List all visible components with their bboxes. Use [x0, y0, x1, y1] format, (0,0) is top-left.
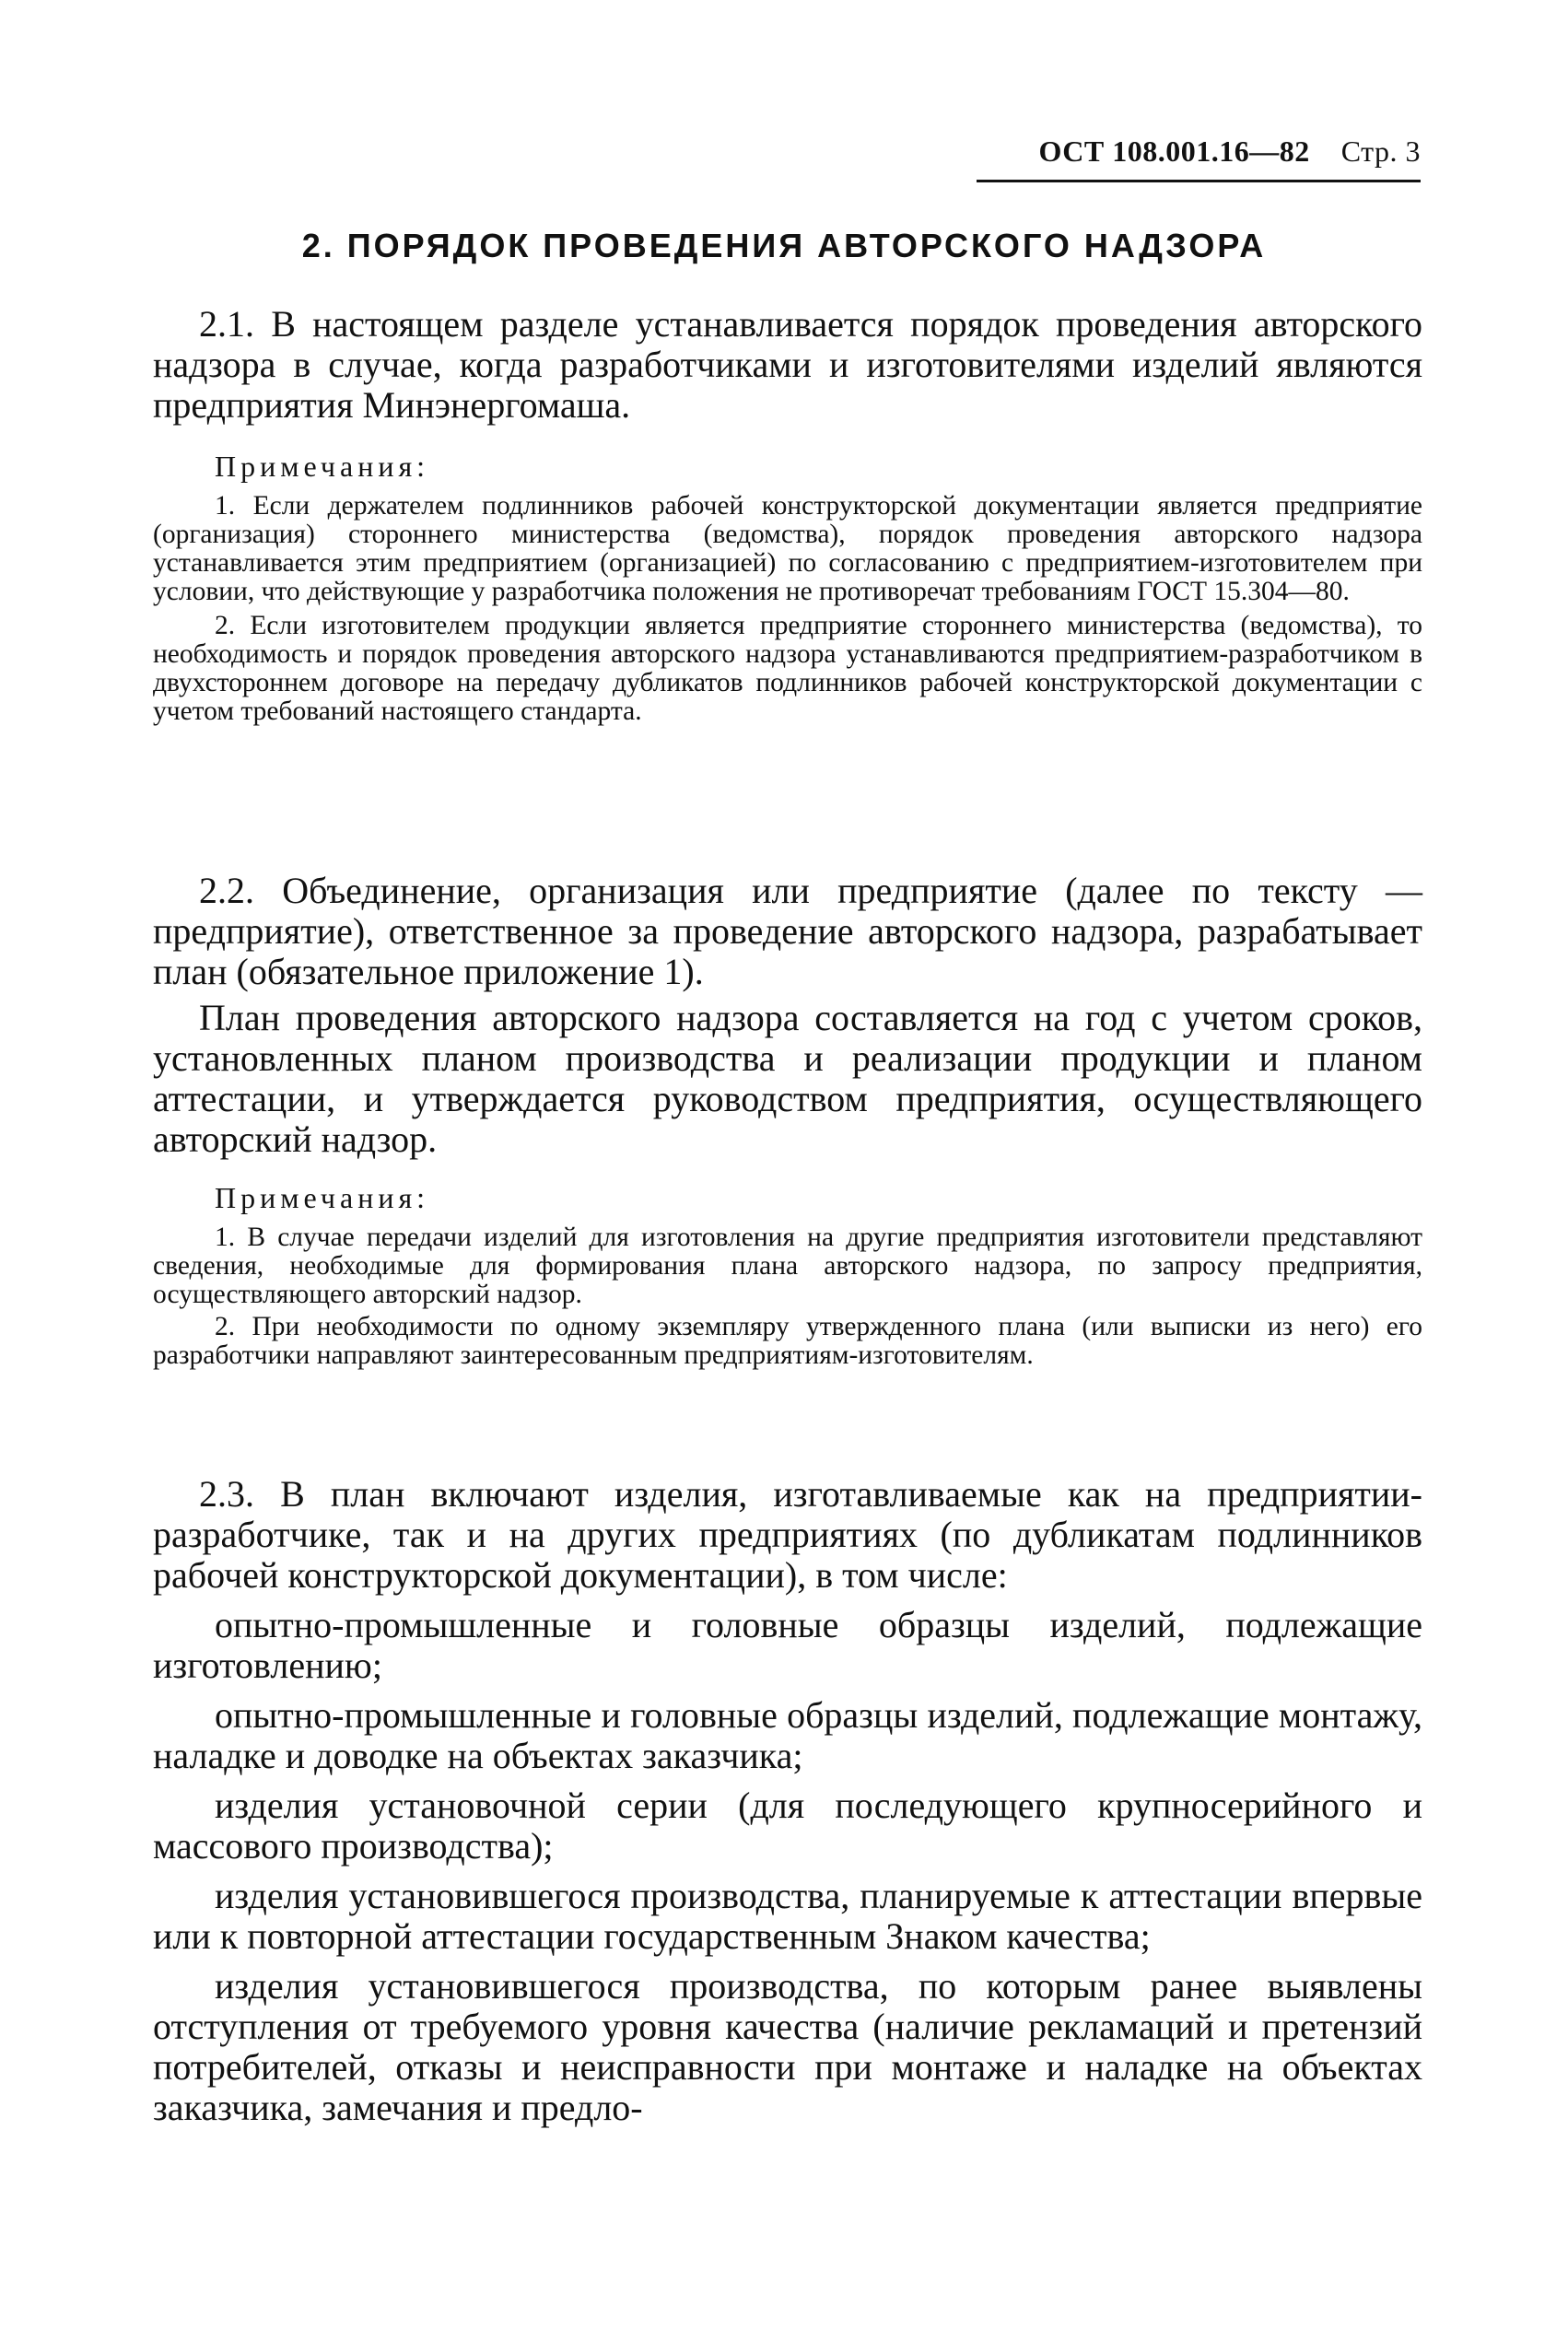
section-title: 2. ПОРЯДОК ПРОВЕДЕНИЯ АВТОРСКОГО НАДЗОРА [301, 227, 1267, 264]
list-item: изделия установочной серии (для последующего крупносерийного и массового производства); [153, 1785, 1422, 1867]
list-item: изделия установившегося производства, планируемые к аттестации впервые или к повторной аттестации государственным Знаком качества; [153, 1875, 1422, 1957]
note-item: 1. Если держателем подлинников рабочей конструкторской документации является предприятие (организация) стороннего министерства (ведомства), порядок проведения авторского надзора устанавливается этим предприятием (организацией) по согласованию с предприятием-изготовителем при условии, что действующие у разработчика положения не противоречат требованиям ГОСТ 15.304—80. [153, 491, 1422, 606]
notes-heading: Примечания: [215, 1181, 430, 1214]
notes-1 [153, 450, 1422, 726]
document-number: ОСТ 108.001.16—82 [1038, 135, 1310, 168]
note-item: 2. При необходимости по одному экземпляру утвержденного плана (или выписки из него) его разработчики направляют заинтересованным предприятиям-изготовителям. [153, 1312, 1422, 1370]
clause-2-3 [153, 1474, 1422, 2137]
paragraph-2-2: 2.2. Объединение, организация или предприятие (далее по тексту — предприятие), ответственное за проведение авторского надзора, разрабатывает план (обязательное приложение 1). [153, 870, 1422, 992]
notes-2 [153, 1181, 1422, 1370]
paragraph-2-1: 2.1. В настоящем разделе устанавливается порядок проведения авторского надзора в случае, когда разработчиками и изготовителями изделий являются предприятия Минэнергомаша. [153, 303, 1422, 426]
list-item: изделия установившегося производства, по которым ранее выявлены отступления от требуемого уровня качества (наличие рекламаций и претензий потребителей, отказы и неисправности при монтаже и наладке на объектах заказчика, замечания и предло- [153, 1965, 1422, 2128]
list-item: опытно-промышленные и головные образцы изделий, подлежащие монтажу, наладке и доводке на объектах заказчика; [153, 1694, 1422, 1776]
notes-heading: Примечания: [215, 450, 430, 483]
note-item: 1. В случае передачи изделий для изготовления на другие предприятия изготовители представляют сведения, необходимые для формирования плана авторского надзора, по запросу предприятия, осуществляющего авторский надзор. [153, 1223, 1422, 1309]
clause-2-1 [153, 304, 1422, 426]
paragraph-2-2-continued: План проведения авторского надзора составляется на год с учетом сроков, установленных планом производства и реализации продукции и планом аттестации, и утверждается руководством предприятия, осуществляющего авторский надзор. [153, 997, 1422, 1160]
list-item: опытно-промышленные и головные образцы изделий, подлежащие изготовлению; [153, 1604, 1422, 1686]
paragraph-2-3: 2.3. В план включают изделия, изготавливаемые как на предприятии-разработчике, так и на других предприятиях (по дубликатам подлинников рабочей конструкторской документации), в том числе: [153, 1473, 1422, 1596]
page-number: Стр. 3 [1340, 135, 1421, 168]
clause-2-2 [153, 871, 1422, 1160]
header-underline [977, 180, 1421, 182]
page-header [1038, 135, 1421, 169]
note-item: 2. Если изготовителем продукции является предприятие стороннего министерства (ведомства), то необходимость и порядок проведения авторского надзора устанавливаются предприятием-разработчиком в двухстороннем договоре на передачу дубликатов подлинников рабочей конструкторской документации с учетом требований настоящего стандарта. [153, 611, 1422, 726]
